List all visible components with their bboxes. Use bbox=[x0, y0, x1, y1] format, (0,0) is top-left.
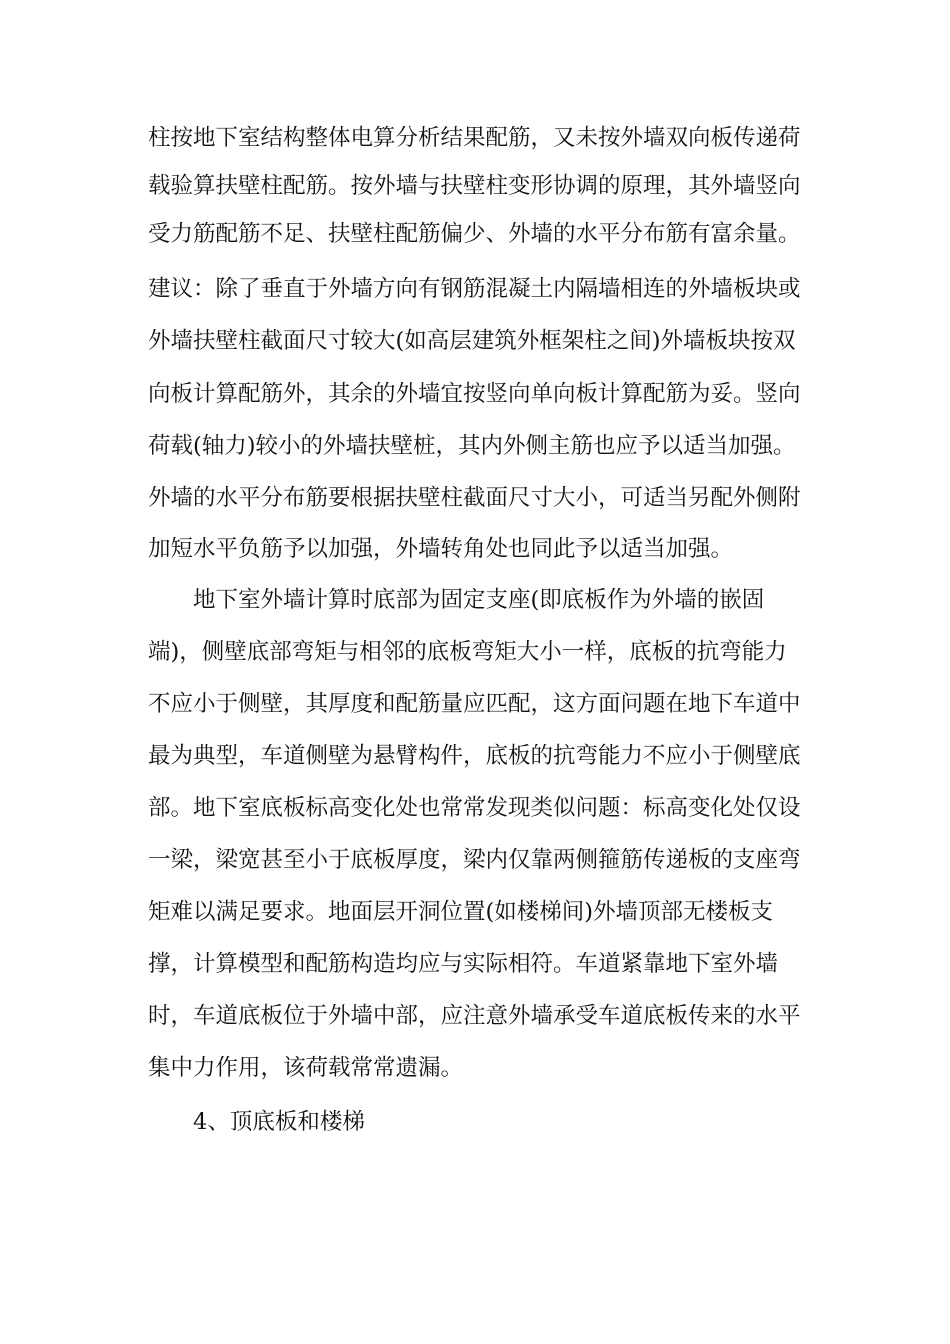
text-line: 时，车道底板位于外墙中部，应注意外墙承受车道底板传来的水平 bbox=[148, 1003, 801, 1029]
text-line: 受力筋配筋不足、扶壁柱配筋偏少、外墙的水平分布筋有富余量。 bbox=[148, 221, 801, 247]
text-line: 外墙的水平分布筋要根据扶壁柱截面尺寸大小，可适当另配外侧附 bbox=[148, 485, 801, 511]
text-line: 不应小于侧壁，其厚度和配筋量应匹配，这方面问题在地下车道中 bbox=[148, 691, 801, 717]
text-line: 集中力作用，该荷载常常遗漏。 bbox=[148, 1055, 464, 1081]
text-line: 端)，侧壁底部弯矩与相邻的底板弯矩大小一样，底板的抗弯能力 bbox=[148, 639, 787, 665]
text-line: 部。地下室底板标高变化处也常常发现类似问题：标高变化处仅设 bbox=[148, 795, 801, 821]
text-line: 载验算扶壁柱配筋。按外墙与扶壁柱变形协调的原理，其外墙竖向 bbox=[148, 173, 801, 199]
text-line: 最为典型，车道侧壁为悬臂构件，底板的抗弯能力不应小于侧壁底 bbox=[148, 743, 801, 769]
text-line: 柱按地下室结构整体电算分析结果配筋，又未按外墙双向板传递荷 bbox=[148, 125, 801, 151]
text-line: 向板计算配筋外，其余的外墙宜按竖向单向板计算配筋为妥。竖向 bbox=[148, 381, 801, 407]
text-line: 撑，计算模型和配筋构造均应与实际相符。车道紧靠地下室外墙 bbox=[148, 951, 779, 977]
text-line: 建议：除了垂直于外墙方向有钢筋混凝土内隔墙相连的外墙板块或 bbox=[148, 276, 801, 302]
text-line: 加短水平负筋予以加强，外墙转角处也同此予以适当加强。 bbox=[148, 536, 734, 562]
text-line: 地下室外墙计算时底部为固定支座(即底板作为外墙的嵌固 bbox=[193, 587, 765, 613]
text-line: 外墙扶壁柱截面尺寸较大(如高层建筑外框架柱之间)外墙板块按双 bbox=[148, 328, 796, 354]
text-line: 一梁，梁宽甚至小于底板厚度，梁内仅靠两侧箍筋传递板的支座弯 bbox=[148, 847, 801, 873]
text-line: 矩难以满足要求。地面层开洞位置(如楼梯间)外墙顶部无楼板支 bbox=[148, 899, 774, 925]
section-heading: 4、顶底板和楼梯 bbox=[193, 1109, 365, 1135]
text-line: 荷载(轴力)较小的外墙扶壁桩，其内外侧主筋也应予以适当加强。 bbox=[148, 433, 796, 459]
